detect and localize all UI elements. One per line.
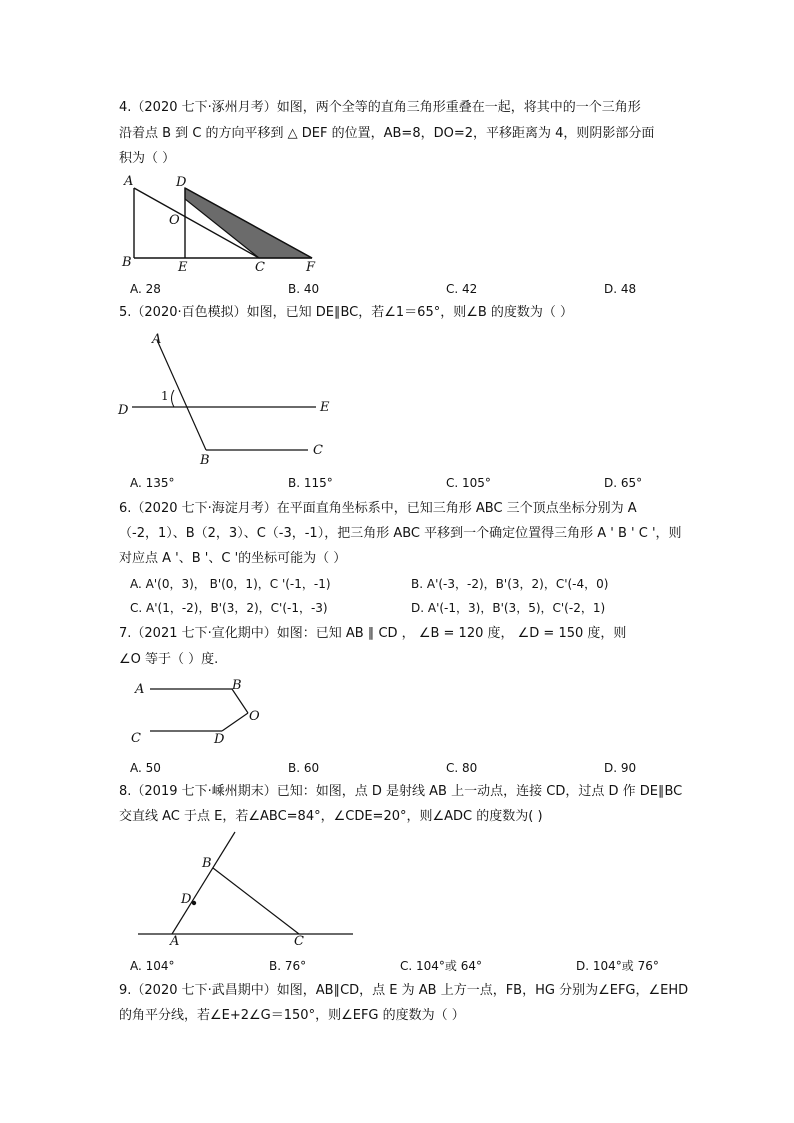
q7-label-A: A bbox=[135, 682, 145, 697]
q5-label-E: E bbox=[320, 400, 330, 415]
q7-option-c[interactable]: C. 80 bbox=[446, 761, 478, 775]
q9-stem-line2: 的角平分线，若∠E+2∠G＝150°，则∠EFG 的度数为（ ） bbox=[119, 1008, 465, 1023]
q6-option-c[interactable]: C. A'(1，-2)，B'(3，2)，C'(-1，-3) bbox=[130, 601, 328, 615]
q6-stem-line3: 对应点 A '、B '、C '的坐标可能为（ ） bbox=[119, 551, 347, 566]
q8-option-c[interactable]: C. 104°或 64° bbox=[400, 959, 482, 973]
q5-option-c[interactable]: C. 105° bbox=[446, 476, 491, 490]
q4-stem-line2: 沿着点 B 到 C 的方向平移到 △ DEF 的位置，AB=8，DO=2，平移距离为 4，则阴影部分面 bbox=[119, 126, 655, 141]
q5-label-B: B bbox=[200, 453, 210, 468]
q7-label-O: O bbox=[249, 709, 260, 724]
q4-label-C: C bbox=[255, 260, 265, 274]
q4-option-b[interactable]: B. 40 bbox=[288, 282, 320, 296]
q8-option-b[interactable]: B. 76° bbox=[269, 959, 307, 973]
q4-figure bbox=[112, 170, 332, 274]
q5-stem-line1: 5.（2020·百色模拟）如图，已知 DE∥BC，若∠1＝65°，则∠B 的度数为（ ） bbox=[119, 305, 574, 320]
q8-label-B: B bbox=[202, 856, 212, 871]
q7-figure bbox=[126, 676, 276, 752]
q5-label-C: C bbox=[313, 443, 323, 458]
q4-label-O: O bbox=[169, 213, 180, 228]
q4-label-E: E bbox=[178, 260, 188, 274]
q7-stem-line1: 7.（2021 七下·宣化期中）如图：已知 AB ∥ CD ， ∠B = 120 度， ∠D = 150 度，则 bbox=[119, 626, 627, 641]
q8-label-D: D bbox=[181, 892, 192, 907]
q6-option-a[interactable]: A. A'(0，3)， B'(0，1)，C '(-1，-1) bbox=[130, 577, 331, 591]
q8-stem-line1: 8.（2019 七下·嵊州期末）已知：如图，点 D 是射线 AB 上一动点，连接 CD，过点 D 作 DE∥BC bbox=[119, 784, 683, 799]
q7-label-D: D bbox=[214, 732, 225, 747]
q4-option-c[interactable]: C. 42 bbox=[446, 282, 478, 296]
q8-label-C: C bbox=[294, 934, 304, 949]
q4-option-d[interactable]: D. 48 bbox=[604, 282, 637, 296]
q5-label-angle1: 1 bbox=[161, 389, 169, 403]
q4-stem-line1: 4.（2020 七下·涿州月考）如图，两个全等的直角三角形重叠在一起，将其中的一个三角形 bbox=[119, 100, 641, 115]
q6-option-b[interactable]: B. A'(-3，-2)，B'(3，2)，C'(-4，0) bbox=[411, 577, 609, 591]
q9-stem-line1: 9.（2020 七下·武昌期中）如图，AB∥CD，点 E 为 AB 上方一点，FB，HG 分别为∠EFG，∠EHD bbox=[119, 983, 689, 998]
q4-label-F: F bbox=[306, 260, 316, 274]
q4-label-D: D bbox=[176, 175, 187, 190]
q5-option-a[interactable]: A. 135° bbox=[130, 476, 175, 490]
q6-option-d[interactable]: D. A'(-1，3)，B'(3，5)，C'(-2，1) bbox=[411, 601, 606, 615]
q4-label-A: A bbox=[124, 174, 134, 189]
q8-option-d[interactable]: D. 104°或 76° bbox=[576, 959, 659, 973]
q8-option-a[interactable]: A. 104° bbox=[130, 959, 175, 973]
q7-label-B: B bbox=[232, 678, 242, 693]
q5-option-b[interactable]: B. 115° bbox=[288, 476, 333, 490]
q6-stem-line2: （-2，1）、B（2，3）、C（-3，-1），把三角形 ABC 平移到一个确定位置得三角形 A ' B ' C '，则 bbox=[119, 526, 682, 541]
q7-label-C: C bbox=[131, 731, 141, 746]
q8-label-A: A bbox=[170, 934, 180, 949]
q7-option-b[interactable]: B. 60 bbox=[288, 761, 320, 775]
q5-figure bbox=[112, 328, 342, 468]
q8-figure bbox=[132, 830, 362, 952]
q8-stem-line2: 交直线 AC 于点 E，若∠ABC=84°，∠CDE=20°，则∠ADC 的度数为( ) bbox=[119, 809, 543, 824]
q5-label-D: D bbox=[118, 403, 129, 418]
q4-label-B: B bbox=[122, 255, 132, 270]
q6-stem-line1: 6.（2020 七下·海淀月考）在平面直角坐标系中，已知三角形 ABC 三个顶点坐标分别为 A bbox=[119, 501, 637, 516]
q4-option-a[interactable]: A. 28 bbox=[130, 282, 161, 296]
q4-stem-line3: 积为（ ） bbox=[119, 151, 176, 166]
q5-label-A: A bbox=[152, 332, 162, 347]
q5-option-d[interactable]: D. 65° bbox=[604, 476, 643, 490]
q7-option-a[interactable]: A. 50 bbox=[130, 761, 161, 775]
q8-point-D bbox=[192, 901, 196, 905]
q7-stem-line2: ∠O 等于（ ）度. bbox=[119, 652, 219, 667]
q7-option-d[interactable]: D. 90 bbox=[604, 761, 637, 775]
